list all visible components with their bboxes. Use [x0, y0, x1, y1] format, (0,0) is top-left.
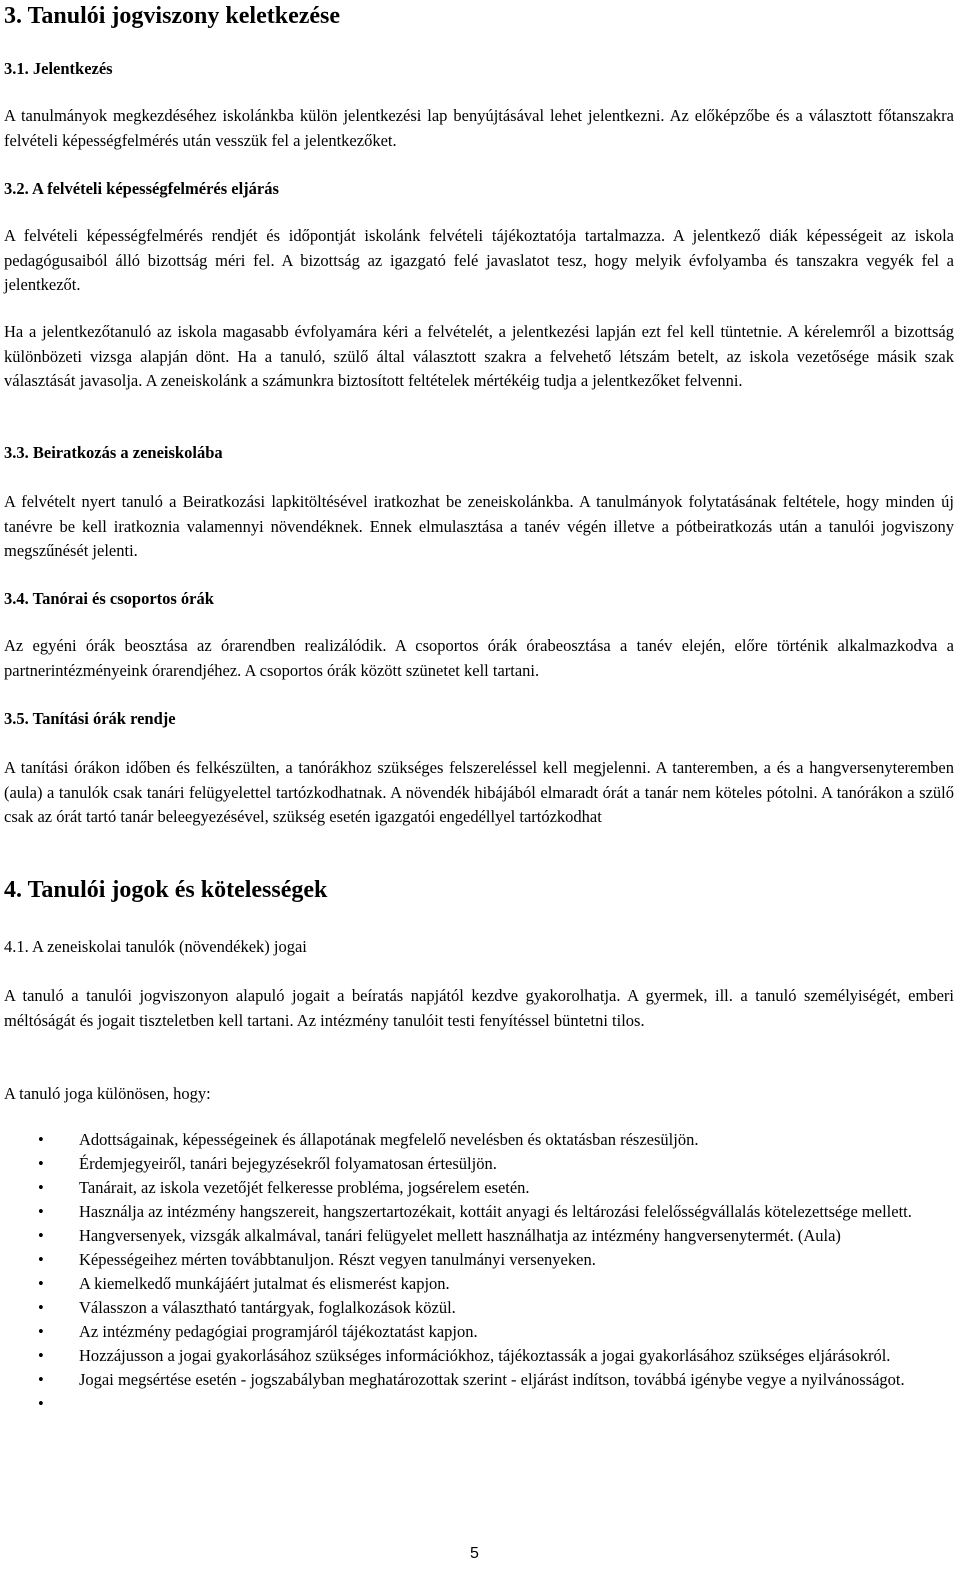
list-item-text: Hangversenyek, vizsgák alkalmával, tanári felügyelet mellett használhatja az intézmény hangversenytermét. (Aula)	[79, 1226, 841, 1245]
list-item	[4, 1344, 954, 1368]
list-item-text: Tanárait, az iskola vezetőjét felkeresse probléma, jogsérelem esetén.	[79, 1178, 530, 1197]
bullet-icon: •	[38, 1370, 44, 1389]
section-3-2-paragraph-2: Ha a jelentkezőtanuló az iskola magasabb évfolyamára kéri a felvételét, a jelentkezési lapján ezt fel kell tüntetnie. A kérelemről a bizottság különbözeti vizsga alapján dönt. Ha a tanuló, szülő által választott szakra a felvehető létszám betelt, az iskola vezetősége másik szak választását javasolja. A zeneiskolánk a számunkra biztosított feltételek mértékéig tudja a jelentkezőket felvenni.	[4, 322, 954, 390]
bullet-icon: •	[38, 1250, 44, 1269]
list-item	[4, 1128, 954, 1152]
list-item	[4, 1296, 954, 1320]
bullet-icon: •	[38, 1274, 44, 1293]
list-item	[4, 1152, 954, 1176]
list-item-text: Az intézmény pedagógiai programjáról tájékoztatást kapjon.	[79, 1322, 478, 1341]
list-item-text: Használja az intézmény hangszereit, hangszertartozékait, kottáit anyagi és leltározási felelősségvállalás kötelezettsége mellett.	[79, 1202, 912, 1221]
bullet-icon: •	[38, 1394, 44, 1413]
list-item-text: Adottságainak, képességeinek és állapotának megfelelő nevelésben és oktatásban részesüljön.	[79, 1130, 699, 1149]
list-item	[4, 1224, 954, 1248]
list-item-text: Jogai megsértése esetén - jogszabályban meghatározottak szerint - eljárást indítson, továbbá igénybe vegye a nyilvánosságot.	[79, 1370, 905, 1389]
page-number: 5	[470, 1545, 479, 1562]
list-item-text: Hozzájusson a jogai gyakorlásához szükséges információkhoz, tájékoztassák a jogai gyakorlásához szükséges eljárásokról.	[79, 1346, 891, 1365]
list-item	[4, 1272, 954, 1296]
section-3-3-heading: 3.3. Beiratkozás a zeneiskolába	[4, 443, 223, 462]
section-3-5-paragraph: A tanítási órákon időben és felkészülten, a tanórákhoz szükséges felszereléssel kell megjelenni. A tanteremben, a és a hangversenyteremben (aula) a tanulók csak tanári felügyelettel tartózkodhatnak. A növendék hibájából elmaradt órát a tanár nem köteles pótolni. A tanórákon a szülő csak az órát tartó tanár beleegyezésével, szükség esetén igazgatói engedéllyel tartózkodhat	[4, 758, 954, 826]
list-item	[4, 1248, 954, 1272]
list-item	[4, 1392, 954, 1416]
section-4-paragraph-1: A tanuló a tanulói jogviszonyon alapuló jogait a beíratás napjától kezdve gyakorolhatja. A gyermek, ill. a tanuló személyiségét, emberi méltóságát és jogait tiszteletben kell tartani. Az intézmény tanulóit testi fenyítéssel büntetni tilos.	[4, 986, 954, 1030]
rights-list	[4, 1128, 954, 1416]
bullet-icon: •	[38, 1322, 44, 1341]
list-item	[4, 1176, 954, 1200]
list-item-text: A kiemelkedő munkájáért jutalmat és elismerést kapjon.	[79, 1274, 450, 1293]
section-3-1-paragraph: A tanulmányok megkezdéséhez iskolánkba külön jelentkezési lap benyújtásával lehet jelentkezni. Az előképzőbe és a választott főtanszakra felvételi képességfelmérés után vesszük fel a jelentkezőket.	[4, 106, 954, 150]
bullet-icon: •	[38, 1298, 44, 1317]
section-3-3-paragraph: A felvételt nyert tanuló a Beiratkozási lapkitöltésével iratkozhat be zeneiskolánkba. A tanulmányok folytatásának feltétele, hogy minden új tanévre be kell iratkoznia valamennyi növendéknek. Ennek elmulasztása a tanév végén illetve a pótbeiratkozás után a tanulói jogviszony megszűnését jelenti.	[4, 492, 954, 560]
bullet-icon: •	[38, 1154, 44, 1173]
list-item	[4, 1368, 954, 1392]
section-3-2-paragraph-1: A felvételi képességfelmérés rendjét és időpontját iskolánk felvételi tájékoztatója tartalmazza. A jelentkező diák képességeit az iskola pedagógusaiból álló bizottság méri fel. A bizottság az igazgató felé javaslatot tesz, hogy melyik évfolyamba és tanszakra vegyék fel a jelentkezőt.	[4, 226, 954, 294]
list-item-text: Képességeihez mérten továbbtanuljon. Részt vegyen tanulmányi versenyeken.	[79, 1250, 596, 1269]
section-3-5-heading: 3.5. Tanítási órák rendje	[4, 709, 176, 728]
section-4-paragraph-2: A tanuló joga különösen, hogy:	[4, 1084, 211, 1103]
section-3-2-heading: 3.2. A felvételi képességfelmérés eljárás	[4, 179, 279, 198]
section-4-heading: 4. Tanulói jogok és kötelességek	[4, 877, 328, 903]
section-3-4-heading: 3.4. Tanórai és csoportos órák	[4, 589, 214, 608]
bullet-icon: •	[38, 1130, 44, 1149]
section-3-heading: 3. Tanulói jogviszony keletkezése	[4, 3, 341, 29]
section-4-1-heading: 4.1. A zeneiskolai tanulók (növendékek) jogai	[4, 937, 307, 956]
list-item-text: Válasszon a választható tantárgyak, foglalkozások közül.	[79, 1298, 456, 1317]
bullet-icon: •	[38, 1202, 44, 1221]
section-3-1-heading: 3.1. Jelentkezés	[4, 59, 113, 78]
section-3-4-paragraph: Az egyéni órák beosztása az órarendben realizálódik. A csoportos órák órabeosztása a tanév elején, előre történik alkalmazkodva a partnerintézményeink órarendjéhez. A csoportos órák között szünetet kell tartani.	[4, 636, 954, 680]
list-item	[4, 1320, 954, 1344]
list-item	[4, 1200, 954, 1224]
bullet-icon: •	[38, 1178, 44, 1197]
bullet-icon: •	[38, 1226, 44, 1245]
bullet-icon: •	[38, 1346, 44, 1365]
list-item-text: Érdemjegyeiről, tanári bejegyzésekről folyamatosan értesüljön.	[79, 1154, 497, 1173]
